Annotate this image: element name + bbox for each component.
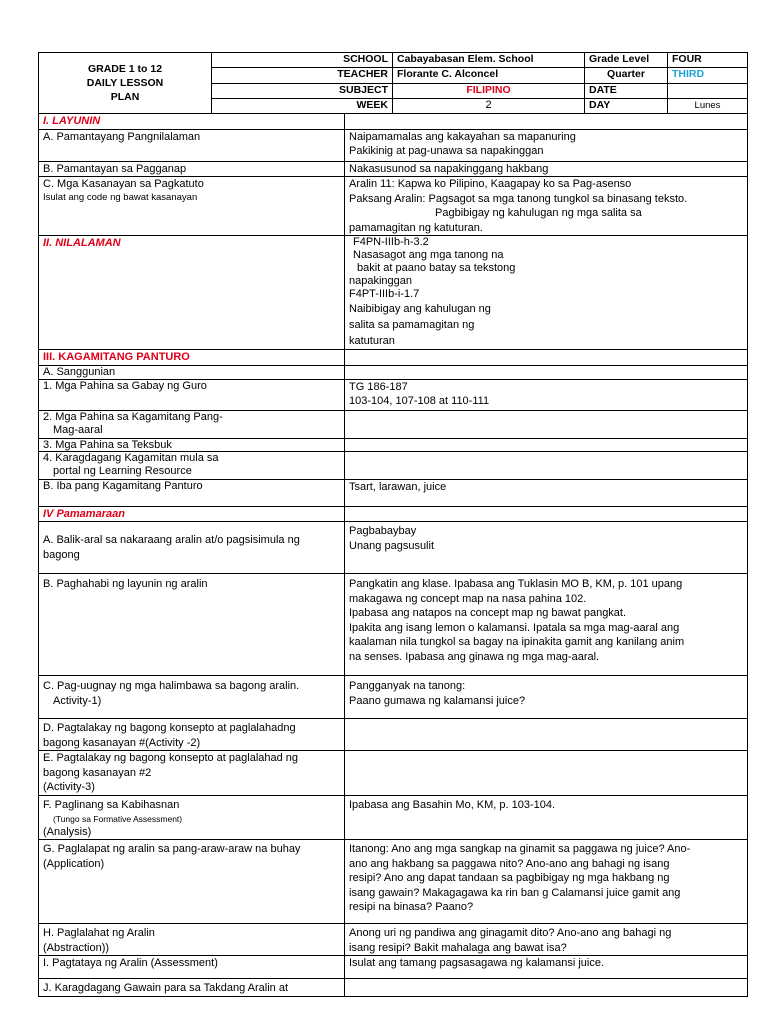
paghahabi-value (345, 574, 748, 676)
date-value (668, 83, 748, 98)
label-line: D. Pagtalakay ng bagong konsepto at paglalahadng (43, 722, 296, 734)
label-line: C. Mga Kasanayan sa Pagkatuto (43, 178, 204, 190)
value-line: isang gawain? Makagagawa ka rin ban g Calamansi juice gamit ang (349, 886, 681, 899)
value-line: Pagbibigay ng kahulugan ng mga salita sa (435, 207, 642, 219)
title-line: PLAN (110, 91, 140, 103)
value-line: kaalaman nila tungkol sa bagay na ipinakita gamit ang kanilang anim (349, 636, 685, 648)
quarter-value: THIRD (668, 68, 748, 83)
label-line: C. Pag-uugnay ng mga halimbawa sa bagong aralin. (43, 680, 300, 692)
value-line: Pagbabaybay (349, 525, 417, 537)
value-line: 103-104, 107-108 at 110-111 (349, 395, 490, 407)
value-line: Pakikinig at pag-unawa sa napakinggan (349, 145, 544, 157)
value-line: na senses. Ipabasa ang ginawa ng mga mag-aaral. (349, 650, 600, 663)
value-line: Anong uri ng pandiwa ang ginagamit dito? Ano-ano ang bahagi ng (349, 927, 672, 939)
label-subline: Isulat ang code ng bawat kasanayan (43, 191, 198, 203)
label-line: (Activity-3) (43, 781, 95, 793)
value-line: Itanong: Ano ang mga sangkap na ginamit sa paggawa ng juice? Ano- (349, 843, 691, 855)
school-label: SCHOOL (212, 53, 393, 68)
nilalaman-value (345, 236, 748, 350)
value-line: resipi na binasa? Paano? (349, 901, 474, 913)
label-line: (Abstraction)) (43, 941, 110, 954)
value-line: Nasasagot ang mga tanong na (353, 249, 504, 261)
section-heading-layunin: I. LAYUNIN (39, 114, 345, 130)
pamantayan-pagganap-label: B. Pamantayan sa Pagganap (39, 161, 345, 177)
school-value: Cabayabasan Elem. School (393, 53, 585, 68)
balik-aral-value (345, 522, 748, 574)
value-line: bakit at paano batay sa tekstong (357, 262, 516, 274)
value-line: napakinggan (349, 275, 413, 287)
label-line: 4. Karagdagang Kagamitan mula sa (43, 451, 219, 464)
value-line: katuturan (349, 335, 395, 347)
label-line: F. Paglinang sa Kabihasnan (43, 799, 180, 811)
value-line: Naibibigay ang kahulugan ng (349, 303, 491, 315)
day-value: Lunes (668, 98, 748, 113)
label-line: 2. Mga Pahina sa Kagamitang Pang- (43, 410, 223, 423)
iba-pang-kagamitan-label: B. Iba pang Kagamitang Panturo (39, 479, 345, 506)
week-value: 2 (393, 98, 585, 113)
label-line: portal ng Learning Resource (53, 464, 192, 477)
quarter-label: Quarter (585, 68, 668, 83)
value-line: Ipabasa ang natapos na concept map ng bawat pangkat. (349, 607, 627, 619)
subject-label: SUBJECT (212, 83, 393, 98)
plan-title (39, 53, 212, 114)
label-line: E. Pagtalakay ng bagong konsepto at paglalahad ng (43, 752, 299, 764)
balik-aral-label (39, 522, 345, 574)
value-line: isang resipi? Bakit mahalaga ang bawat isa? (349, 941, 567, 954)
label-line: bagong kasanayan #2 (43, 766, 152, 779)
section-heading-pamamaraan: IV Pamamaraan (39, 506, 345, 522)
value-line: ano ang hakbang sa paggawa nito? Ano-ano ang bahagi ng isang (349, 857, 670, 870)
value-line: Pangkatin ang klase. Ipabasa ang Tuklasin MO B, KM, p. 101 upang (349, 578, 683, 590)
paglalapat-value (345, 840, 748, 924)
label-line: Activity-1) (53, 694, 102, 707)
day-label: DAY (585, 98, 668, 113)
grade-value: FOUR (668, 53, 748, 68)
karagdagang-kagamitan-label (39, 451, 345, 479)
paglalahat-value (345, 924, 748, 956)
pag-uugnay-label (39, 676, 345, 719)
gabay-guro-value (345, 379, 748, 410)
label-line: bagong (43, 548, 80, 561)
title-line: GRADE 1 to 12 (87, 63, 163, 75)
paghahabi-label: B. Paghahabi ng layunin ng aralin (39, 574, 345, 676)
label-subline: (Tungo sa Formative Assessment) (53, 813, 183, 824)
subject-value: FILIPINO (393, 83, 585, 98)
section-heading-kagamitan: III. KAGAMITANG PANTURO (39, 350, 345, 366)
value-line: Unang pagsusulit (349, 539, 435, 552)
paglalapat-label (39, 840, 345, 924)
value-line: Paksang Aralin: Pagsagot sa mga tanong tungkol sa binasang teksto. (349, 192, 688, 205)
label-line: (Analysis) (43, 825, 92, 838)
label-line: bagong kasanayan #(Activity -2) (43, 736, 201, 749)
pag-uugnay-value (345, 676, 748, 719)
karagdagang-gawain-label: J. Karagdagang Gawain para sa Takdang Aralin at (39, 979, 345, 997)
grade-label: Grade Level (585, 53, 668, 68)
teacher-label: TEACHER (212, 68, 393, 83)
iba-pang-kagamitan-value: Tsart, larawan, juice (345, 479, 748, 506)
pagtalakay-1-label (39, 719, 345, 751)
value-line: Aralin 11: Kapwa ko Pilipino, Kaagapay ko sa Pag-asenso (349, 178, 632, 190)
title-line: DAILY LESSON (86, 77, 164, 89)
content-table (38, 113, 748, 997)
kagamitang-mag-aaral-label (39, 410, 345, 438)
value-line: pamamagitan ng katuturan. (349, 221, 483, 234)
pamantayang-pangnilalaman-value (345, 129, 748, 161)
date-label: DATE (585, 83, 668, 98)
pamantayang-pangnilalaman-label: A. Pamantayang Pangnilalaman (39, 129, 345, 161)
label-line: Mag-aaral (53, 423, 103, 436)
pagtataya-value: Isulat ang tamang pagsasagawa ng kalamansi juice. (345, 956, 748, 979)
value-line: TG 186-187 (349, 380, 408, 393)
pagtalakay-2-label (39, 751, 345, 796)
label-line: G. Paglalapat ng aralin sa pang-araw-araw na buhay (43, 843, 301, 855)
value-line: resipi? Ano ang dapat tandaan sa pagbibigay ng mga hakbang ng (349, 872, 670, 884)
value-line: salita sa pamamagitan ng (349, 319, 475, 331)
value-line: F4PT-IIIb-i-1.7 (349, 288, 420, 300)
value-line: Paano gumawa ng kalamansi juice? (349, 694, 526, 707)
paglinang-label (39, 796, 345, 840)
header-table (38, 52, 748, 114)
value-line: Ipakita ang isang lemon o kalamansi. Ipatala sa mga mag-aaral ang (349, 621, 680, 634)
value-line: makagawa ng concept map na nasa pahina 102. (349, 592, 587, 605)
paglalahat-label (39, 924, 345, 956)
kasanayan-value (345, 177, 748, 236)
week-label: WEEK (212, 98, 393, 113)
pamantayan-pagganap-value: Nakasusunod sa napakinggang hakbang (345, 161, 748, 177)
pagtataya-label: I. Pagtataya ng Aralin (Assessment) (39, 956, 345, 979)
value-line: F4PN-IIIb-h-3.2 (353, 236, 429, 248)
teksbuk-label: 3. Mga Pahina sa Teksbuk (39, 438, 345, 451)
label-line: A. Balik-aral sa nakaraang aralin at/o pagsisimula ng (43, 534, 300, 546)
paglinang-value: Ipabasa ang Basahin Mo, KM, p. 103-104. (345, 796, 748, 840)
section-heading-nilalaman: II. NILALAMAN (39, 236, 345, 350)
kasanayan-label (39, 177, 345, 236)
gabay-guro-label: 1. Mga Pahina sa Gabay ng Guro (39, 379, 345, 410)
label-line: (Application) (43, 857, 105, 870)
lesson-plan-sheet (38, 52, 747, 997)
value-line: Pangganyak na tanong: (349, 680, 466, 692)
teacher-value: Florante C. Alconcel (393, 68, 585, 83)
value-line: Naipamamalas ang kakayahan sa mapanuring (349, 130, 576, 143)
sanggunian-label: A. Sanggunian (39, 365, 345, 379)
label-line: H. Paglalahat ng Aralin (43, 927, 155, 939)
